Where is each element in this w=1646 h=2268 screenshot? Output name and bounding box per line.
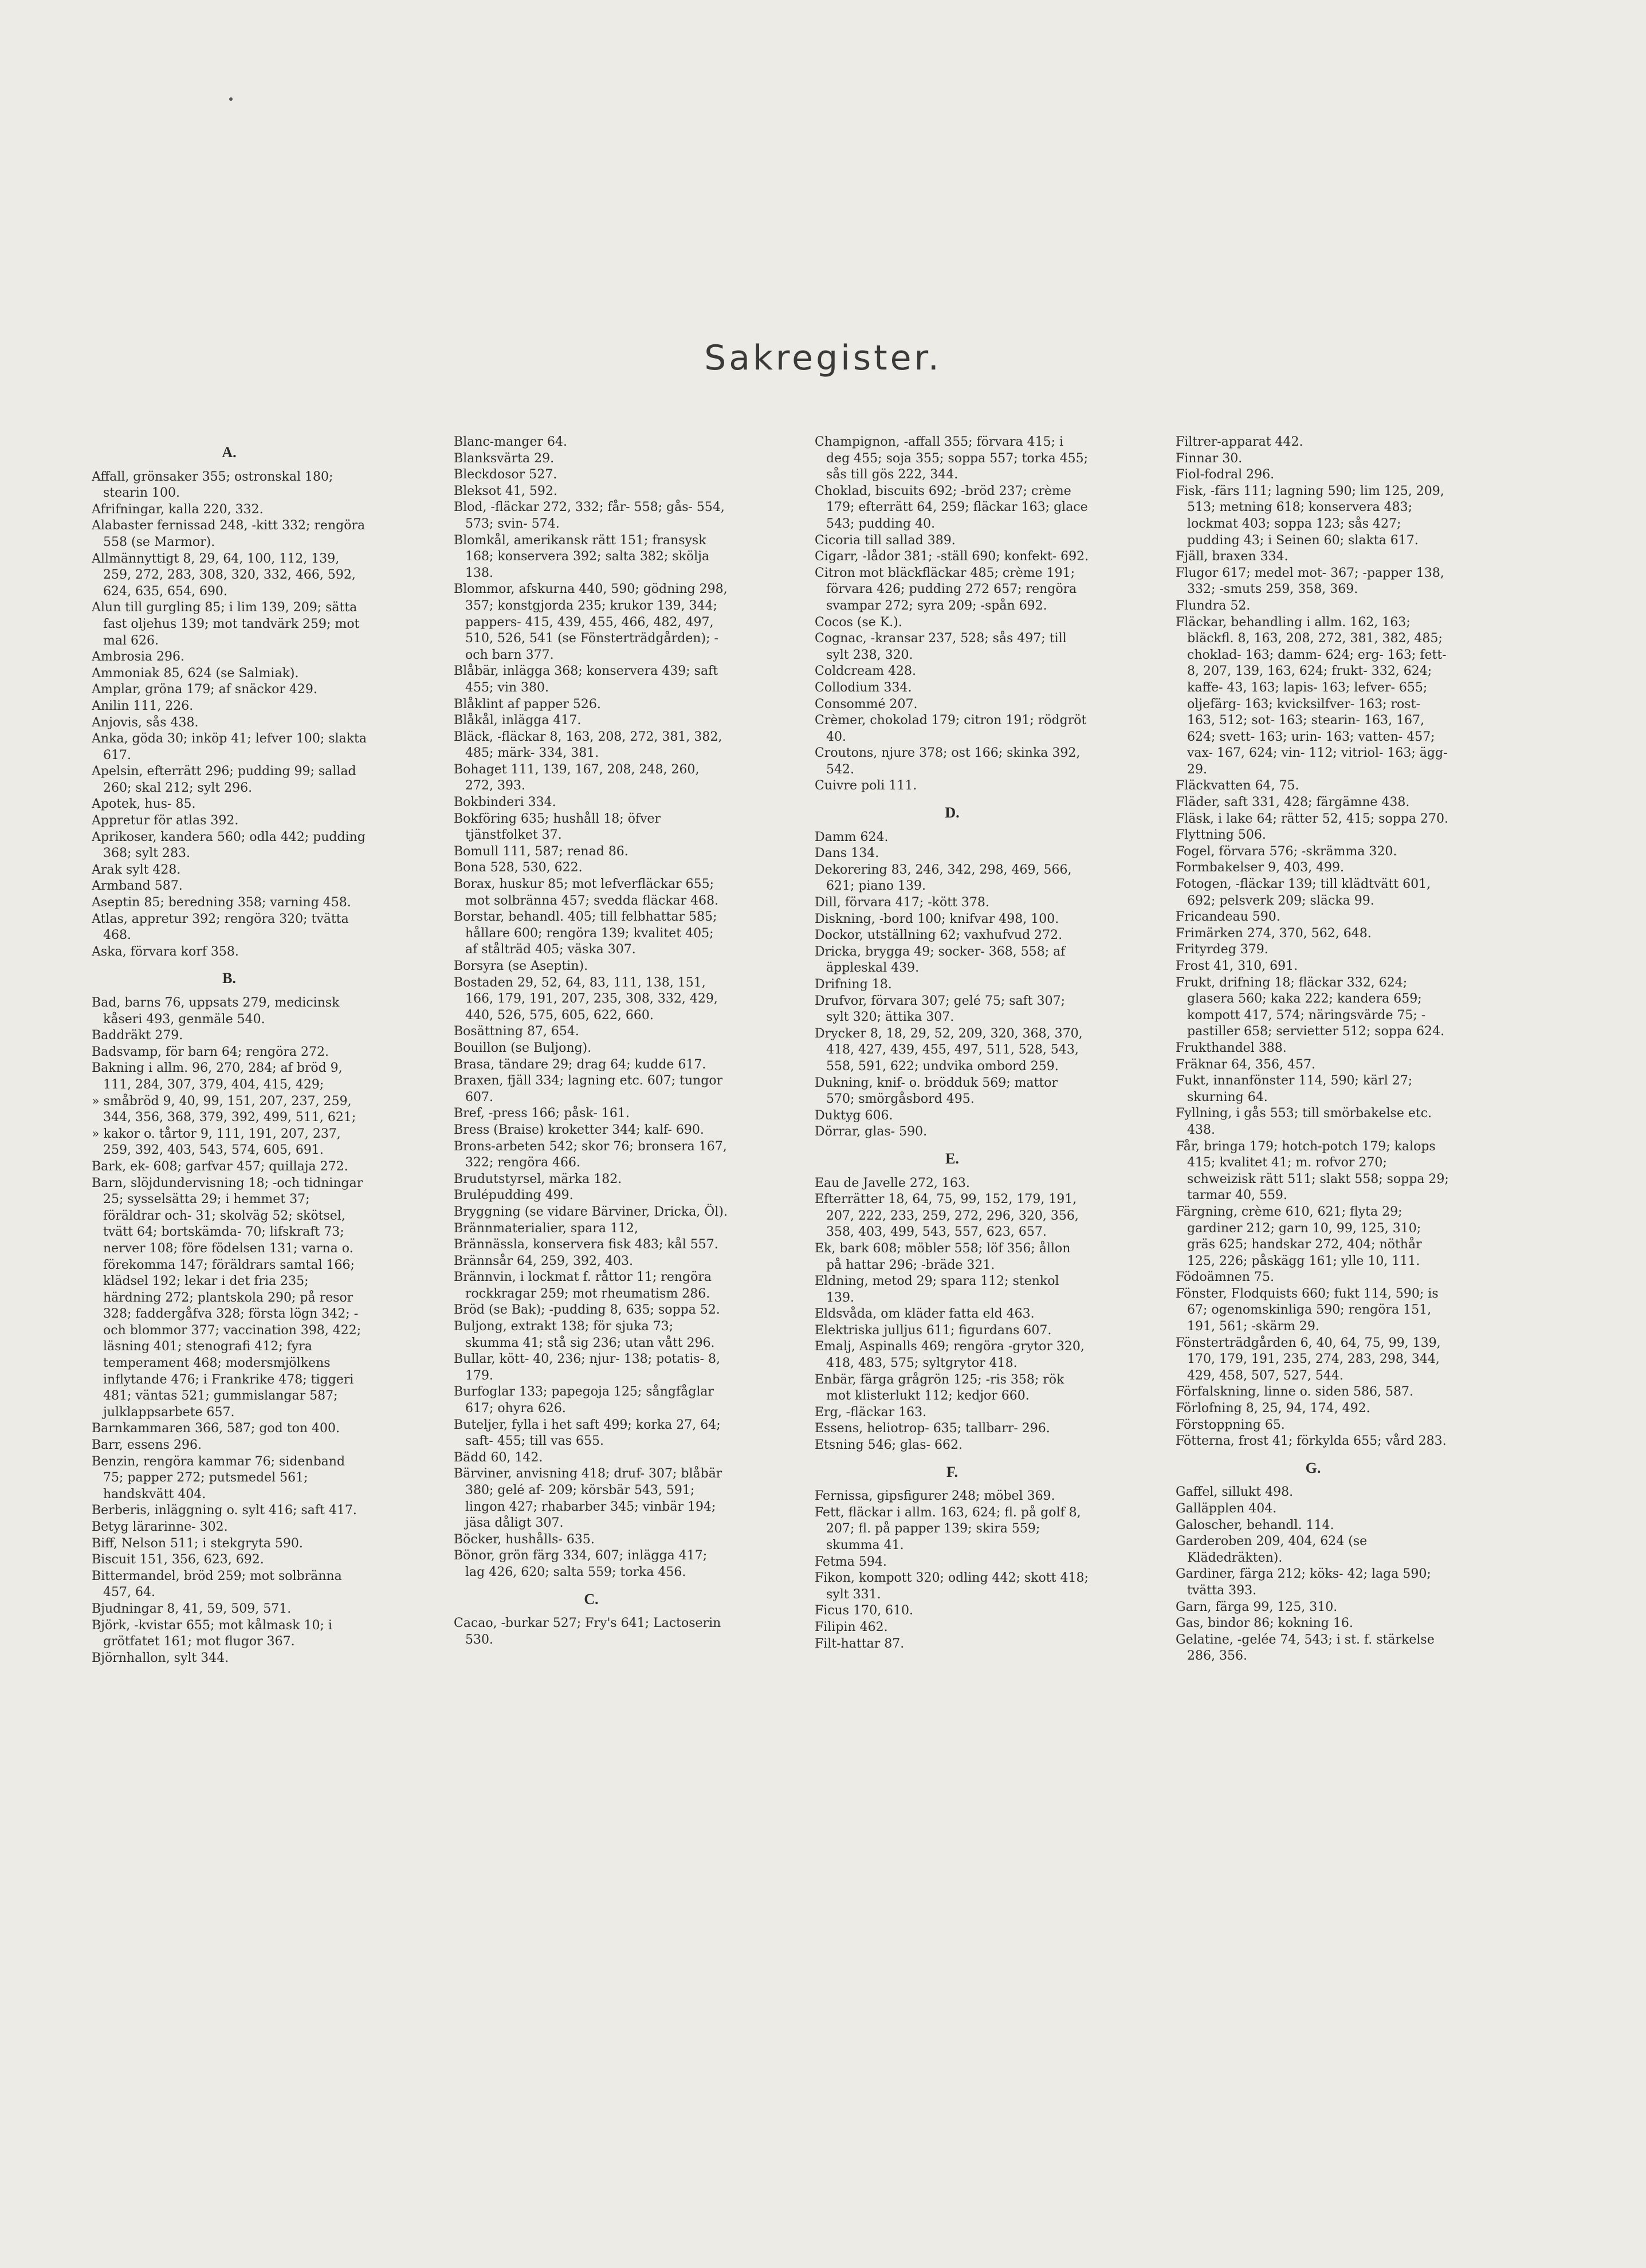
index-entry: Alabaster fernissad 248, -kitt 332; rengöra 558 (se Marmor).	[92, 518, 366, 549]
index-entry: Braxen, fjäll 334; lagning etc. 607; tungor 607.	[454, 1074, 723, 1104]
index-entry: Champignon, -affall 355; förvara 415; i deg 455; soja 355; soppa 557; torka 455; sås till gös 222, 344.	[815, 435, 1089, 482]
index-entry: Bress (Braise) kroketter 344; kalf- 690.	[454, 1122, 704, 1137]
index-entry: Allmännyttigt 8, 29, 64, 100, 112, 139, 259, 272, 283, 308, 320, 332, 466, 592, 624, 635, 654, 690.	[92, 551, 356, 599]
index-entry: Anilin 111, 226.	[92, 698, 194, 713]
index-entry: Frukthandel 388.	[1176, 1040, 1287, 1055]
index-column-2	[454, 434, 729, 1648]
index-entry: Färgning, crème 610, 621; flyta 29; gardiner 212; garn 10, 99, 125, 310; gräs 625; handskar 272, 404; nöthår 125, 226; påskägg 161; ylle 10, 111.	[1176, 1204, 1422, 1268]
index-entry: Fernissa, gipsfigurer 248; möbel 369.	[815, 1489, 1055, 1504]
index-entry: Fetma 594.	[815, 1554, 887, 1569]
index-entry: Atlas, appretur 392; rengöra 320; tvätta 468.	[92, 911, 349, 943]
index-entry: Gas, bindor 86; kokning 16.	[1176, 1616, 1353, 1631]
index-entry: Bakning i allm. 96, 270, 284; af bröd 9, 111, 284, 307, 379, 404, 415, 429;	[92, 1061, 343, 1092]
index-entry: Arak sylt 428.	[92, 862, 181, 877]
index-entry: Bröd (se Bak); -pudding 8, 635; soppa 52.	[454, 1303, 720, 1318]
index-entry: Dans 134.	[815, 846, 879, 861]
index-entry: Cacao, -burkar 527; Fry's 641; Lactoserin 530.	[454, 1616, 721, 1647]
index-entry: Burfoglar 133; papegoja 125; sångfåglar 617; ohyra 626.	[454, 1385, 714, 1416]
index-entry: Eldsvåda, om kläder fatta eld 463.	[815, 1307, 1035, 1322]
index-entry: Barr, essens 296.	[92, 1438, 202, 1453]
index-entry: Brulépudding 499.	[454, 1188, 573, 1203]
index-entry: Fräknar 64, 356, 457.	[1176, 1057, 1315, 1072]
index-entry: Bryggning (se vidare Bärviner, Dricka, Öl).	[454, 1204, 728, 1219]
index-column-4	[1176, 434, 1451, 1665]
index-entry: Gaffel, sillukt 498.	[1176, 1485, 1294, 1500]
index-entry: Ambrosia 296.	[92, 650, 185, 665]
index-entry: Cuivre poli 111.	[815, 779, 917, 793]
index-entry: Brännvin, i lockmat f. råttor 11; rengöra rockkragar 259; mot rheumatism 286.	[454, 1270, 712, 1301]
index-entry: Appretur för atlas 392.	[92, 813, 239, 828]
index-entry: Cognac, -kransar 237, 528; sås 497; till sylt 238, 320.	[815, 631, 1067, 662]
index-entry: Filipin 462.	[815, 1620, 888, 1634]
index-entry: Bosättning 87, 654.	[454, 1024, 579, 1039]
index-entry: Flugor 617; medel mot- 367; -papper 138, 332; -smuts 259, 358, 369.	[1176, 565, 1444, 597]
index-entry: Barnkammaren 366, 587; god ton 400.	[92, 1421, 340, 1436]
index-entry: Får, bringa 179; hotch-potch 179; kalops 415; kvalitet 41; m. rofvor 270; schweizisk rätt 511; slakt 558; soppa 29; tarmar 40, 559.	[1176, 1139, 1449, 1203]
index-entry: Blomkål, amerikansk rätt 151; fransysk 168; konservera 392; salta 382; skölja 138.	[454, 533, 710, 580]
index-entry: Brännmaterialier, spara 112,	[454, 1221, 638, 1236]
index-entry: Fogel, förvara 576; -skrämma 320.	[1176, 844, 1397, 859]
index-entry: Cicoria till sallad 389.	[815, 533, 956, 548]
index-entry: Baddräkt 279.	[92, 1028, 183, 1043]
index-entry: Förlofning 8, 25, 94, 174, 492.	[1176, 1401, 1370, 1416]
index-entry: Cigarr, -lådor 381; -ställ 690; konfekt- 692.	[815, 549, 1089, 564]
index-column-3	[815, 434, 1090, 1652]
index-entry: Buljong, extrakt 138; för sjuka 73; skumma 41; stå sig 236; utan vått 296.	[454, 1319, 715, 1350]
index-entry: Bleksot 41, 592.	[454, 484, 557, 498]
index-entry: Fönster, Flodquists 660; fukt 114, 590; is 67; ogenomskinliga 590; rengöra 151, 191, 561; -skärm 29.	[1176, 1286, 1439, 1334]
index-entry: Fläder, saft 331, 428; färgämne 438.	[1176, 795, 1410, 810]
index-entry: Garn, färga 99, 125, 310.	[1176, 1599, 1338, 1614]
index-entry: Cocos (se K.).	[815, 615, 902, 630]
index-entry: Dill, förvara 417; -kött 378.	[815, 895, 989, 910]
index-entry: Bullar, kött- 40, 236; njur- 138; potatis- 8, 179.	[454, 1352, 721, 1383]
index-entry: Fiol-fodral 296.	[1176, 467, 1275, 482]
index-entry: Elektriska julljus 611; figurdans 607.	[815, 1323, 1052, 1338]
index-entry: Bokföring 635; hushåll 18; öfver tjänstfolket 37.	[454, 811, 661, 843]
index-entry: Bohaget 111, 139, 167, 208, 248, 260, 272, 393.	[454, 762, 700, 793]
index-entry: Brasa, tändare 29; drag 64; kudde 617.	[454, 1057, 706, 1072]
index-entry: Blåklint af papper 526.	[454, 697, 601, 712]
index-entry: Garderoben 209, 404, 624 (se Klädedräkten).	[1176, 1534, 1368, 1565]
index-entry: Brännässla, konservera fisk 483; kål 557.	[454, 1237, 718, 1252]
index-entry: Bona 528, 530, 622.	[454, 860, 583, 875]
index-entry: Enbär, färga grågrön 125; -ris 358; rök mot klisterlukt 112; kedjor 660.	[815, 1372, 1064, 1404]
index-entry: Bönor, grön färg 334, 607; inlägga 417; lag 426, 620; salta 559; torka 456.	[454, 1548, 708, 1579]
index-entry: Dörrar, glas- 590.	[815, 1125, 928, 1139]
index-entry: Frityrdeg 379.	[1176, 942, 1268, 957]
index-entry: Bärviner, anvisning 418; druf- 307; blåbär 380; gelé af- 209; körsbär 543, 591; lingon 427; rhabarber 345; vinbär 194; jäsa dåligt 307.	[454, 1467, 722, 1531]
index-entry: Barn, slöjdundervisning 18; -och tidningar 25; sysselsätta 29; i hemmet 37; föräldrar och- 31; skolväg 52; skötsel, tvätt 64; bortskämda- 70; lifskraft 73; nerver 108; före födelsen 131; varna o. förekomma 147; föräldrars samtal 166; klädsel 192; lekar i det fria 235; härdning 272; plantskola 290; på resor 328; faddergåfva 328; första lögn 342; -och blommor 377; vaccination 398, 422; läsning 401; stenografi 412; fyra temperament 468; modersmjölkens inflytande 476; i Frankrike 478; tiggeri 481; väntas 521; gummislangar 587; julklappsarbete 657.	[92, 1176, 363, 1420]
index-entry: Efterrätter 18, 64, 75, 99, 152, 179, 191, 207, 222, 233, 259, 272, 296, 320, 356, 358, 403, 499, 543, 557, 623, 657.	[815, 1192, 1079, 1240]
index-entry: Bjudningar 8, 41, 59, 509, 571.	[92, 1601, 292, 1616]
index-entry: Consommé 207.	[815, 697, 918, 712]
letter-heading: B.	[222, 970, 236, 987]
index-entry: Borsyra (se Aseptin).	[454, 959, 588, 973]
index-entry: Bad, barns 76, uppsats 279, medicinsk kåseri 493, genmäle 540.	[92, 996, 340, 1027]
index-column-1	[92, 434, 367, 1666]
index-entry: Aprikoser, kandera 560; odla 442; pudding 368; sylt 283.	[92, 830, 366, 861]
index-entry: Filt-hattar 87.	[815, 1636, 905, 1651]
index-entry: Fukt, innanfönster 114, 590; kärl 27; skurning 64.	[1176, 1074, 1413, 1104]
index-entry: Drycker 8, 18, 29, 52, 209, 320, 368, 370, 418, 427, 439, 455, 497, 511, 528, 543, 558, 591, 622; undvika ombord 259.	[815, 1026, 1083, 1074]
index-entry: Bleckdosor 527.	[454, 467, 557, 482]
index-entry: Damm 624.	[815, 830, 889, 844]
index-entry: Dekorering 83, 246, 342, 298, 469, 566, 621; piano 139.	[815, 862, 1072, 894]
index-entry: Etsning 546; glas- 662.	[815, 1438, 963, 1453]
index-entry: Bostaden 29, 52, 64, 83, 111, 138, 151, 166, 179, 191, 207, 235, 308, 332, 429, 440, 526, 575, 605, 622, 660.	[454, 975, 718, 1023]
index-entry: » kakor o. tårtor 9, 111, 191, 207, 237, 259, 392, 403, 543, 574, 605, 691.	[92, 1126, 341, 1158]
index-entry: Dukning, knif- o. brödduk 569; mattor 570; smörgåsbord 495.	[815, 1075, 1058, 1107]
index-entry: Affall, grönsaker 355; ostronskal 180; stearin 100.	[92, 469, 333, 501]
index-entry: Flyttning 506.	[1176, 828, 1266, 843]
index-entry: Fläsk, i lake 64; rätter 52, 415; soppa 270.	[1176, 811, 1448, 826]
index-entry: Blommor, afskurna 440, 590; gödning 298, 357; konstgjorda 235; krukor 139, 344; pappers- 415, 439, 455, 466, 482, 497, 510, 526, 541 (se Fönsterträdgården); -och barn 377.	[454, 582, 728, 662]
index-entry: Afrifningar, kalla 220, 332.	[92, 502, 264, 517]
index-entry: Gardiner, färga 212; köks- 42; laga 590; tvätta 393.	[1176, 1567, 1431, 1598]
index-entry: Anka, göda 30; inköp 41; lefver 100; slakta 617.	[92, 732, 367, 762]
index-entry: Apelsin, efterrätt 296; pudding 99; sallad 260; skal 212; sylt 296.	[92, 764, 356, 795]
index-entry: Blanksvärta 29.	[454, 451, 555, 466]
index-entry: Eau de Javelle 272, 163.	[815, 1176, 970, 1190]
index-entry: Emalj, Aspinalls 469; rengöra -grytor 320, 418, 483, 575; syltgrytor 418.	[815, 1339, 1085, 1371]
index-entry: Formbakelser 9, 403, 499.	[1176, 860, 1345, 875]
index-entry: Bläck, -fläckar 8, 163, 208, 272, 381, 382, 485; märk- 334, 381.	[454, 729, 722, 761]
letter-heading: G.	[1305, 1459, 1321, 1476]
index-entry: Dricka, brygga 49; socker- 368, 558; af äppleskal 439.	[815, 944, 1066, 976]
letter-heading: D.	[945, 804, 960, 821]
index-entry: Böcker, hushålls- 635.	[454, 1532, 595, 1547]
index-entry: Citron mot bläckfläckar 485; crème 191; förvara 426; pudding 272 657; rengöra svampar 272; syra 209; -spån 692.	[815, 565, 1077, 613]
index-entry: Blod, -fläckar 272, 332; får- 558; gås- 554, 573; svin- 574.	[454, 500, 725, 531]
index-entry: Bomull 111, 587; renad 86.	[454, 844, 628, 859]
index-entry: Dockor, utställning 62; vaxhufvud 272.	[815, 928, 1063, 943]
index-entry: Björnhallon, sylt 344.	[92, 1650, 229, 1665]
index-entry: Fyllning, i gås 553; till smörbakelse etc. 438.	[1176, 1106, 1432, 1137]
index-entry: Fisk, -färs 111; lagning 590; lim 125, 209, 513; metning 618; konservera 483; lockmat 403; soppa 123; sås 427; pudding 43; i Seinen 60; slakta 617.	[1176, 484, 1444, 548]
index-entry: Berberis, inläggning o. sylt 416; saft 417.	[92, 1503, 357, 1518]
index-entry: Ammoniak 85, 624 (se Salmiak).	[92, 666, 299, 681]
index-entry: Flundra 52.	[1176, 598, 1251, 613]
index-entry: Bark, ek- 608; garfvar 457; quillaja 272.	[92, 1159, 348, 1174]
index-entry: Finnar 30.	[1176, 451, 1243, 466]
index-entry: Brännsår 64, 259, 392, 403.	[454, 1253, 633, 1268]
index-entry: Erg, -fläckar 163.	[815, 1405, 927, 1420]
index-entry: Borstar, behandl. 405; till felbhattar 585; hållare 600; rengöra 139; kvalitet 405; af stålträd 405; väska 307.	[454, 910, 717, 957]
index-entry: Blanc-manger 64.	[454, 435, 567, 449]
index-entry: Bouillon (se Buljong).	[454, 1040, 592, 1055]
index-entry: Duktyg 606.	[815, 1108, 893, 1123]
index-entry: Brudutstyrsel, märka 182.	[454, 1172, 622, 1186]
index-entry: Fotogen, -fläckar 139; till klädtvätt 601, 692; pelsverk 209; släcka 99.	[1176, 877, 1431, 908]
letter-heading: F.	[946, 1463, 958, 1480]
index-entry: Drifning 18.	[815, 977, 892, 992]
index-entry: Fötterna, frost 41; förkylda 655; vård 283.	[1176, 1434, 1447, 1449]
index-entry: Förstoppning 65.	[1176, 1417, 1285, 1432]
index-entry: Drufvor, förvara 307; gelé 75; saft 307; sylt 320; ättika 307.	[815, 993, 1066, 1025]
index-entry: Benzin, rengöra kammar 76; sidenband 75; papper 272; putsmedel 561; handskvätt 404.	[92, 1454, 345, 1501]
index-entry: Ek, bark 608; möbler 558; löf 356; ållon på hattar 296; -bräde 321.	[815, 1241, 1071, 1272]
letter-heading: A.	[222, 444, 237, 461]
index-entry: Anjovis, sås 438.	[92, 715, 199, 730]
index-entry: Aska, förvara korf 358.	[92, 944, 239, 959]
index-entry: Brons-arbeten 542; skor 76; bronsera 167, 322; rengöra 466.	[454, 1139, 727, 1170]
index-entry: Biff, Nelson 511; i stekgryta 590.	[92, 1536, 303, 1551]
index-entry: Blåbär, inlägga 368; konservera 439; saft 455; vin 380.	[454, 664, 718, 695]
paper-speck	[229, 97, 233, 101]
index-entry: Amplar, gröna 179; af snäckor 429.	[92, 682, 317, 697]
index-entry: Aseptin 85; beredning 358; varning 458.	[92, 895, 351, 910]
index-entry: Björk, -kvistar 655; mot kålmask 10; i grötfatet 161; mot flugor 367.	[92, 1618, 332, 1649]
index-entry: Bädd 60, 142.	[454, 1450, 543, 1465]
index-entry: Croutons, njure 378; ost 166; skinka 392, 542.	[815, 746, 1081, 777]
index-entry: Fönsterträdgården 6, 40, 64, 75, 99, 139, 170, 179, 191, 235, 274, 283, 298, 344, 429, 458, 507, 527, 544.	[1176, 1335, 1441, 1383]
index-entry: Fikon, kompott 320; odling 442; skott 418; sylt 331.	[815, 1571, 1089, 1602]
page-title: Sakregister.	[704, 338, 942, 378]
index-entry: Blåkål, inlägga 417.	[454, 713, 582, 728]
index-entry: Eldning, metod 29; spara 112; stenkol 139.	[815, 1274, 1059, 1305]
index-entry: Fläckvatten 64, 75.	[1176, 779, 1299, 793]
index-entry: Coldcream 428.	[815, 664, 917, 679]
index-entry: Frost 41, 310, 691.	[1176, 959, 1298, 973]
index-entry: Fjäll, braxen 334.	[1176, 549, 1288, 564]
index-entry: Choklad, biscuits 692; -bröd 237; crème 179; efterrätt 64, 259; fläckar 163; glace 543; pudding 40.	[815, 484, 1088, 531]
index-entry: Bittermandel, bröd 259; mot solbränna 457, 64.	[92, 1569, 342, 1600]
index-entry: Filtrer-apparat 442.	[1176, 435, 1303, 449]
index-entry: Gelatine, -gelée 74, 543; i st. f. stärkelse 286, 356.	[1176, 1632, 1435, 1664]
index-entry: » småbröd 9, 40, 99, 151, 207, 237, 259, 344, 356, 368, 379, 392, 499, 511, 621;	[92, 1094, 356, 1125]
index-entry: Fläckar, behandling i allm. 162, 163; bläckfl. 8, 163, 208, 272, 381, 382, 485; choklad- 163; damm- 624; erg- 163; fett- 8, 207, 139, 163, 624; frukt- 332, 624; kaffe- 43, 163; lapis- 163; lefver- 655; oljefärg- 163; kvicksilfver- 163; rost- 163, 512; sot- 163; stearin- 163, 167, 624; svett- 163; urin- 163; vatten- 457; vax- 167, 624; vin- 112; vitriol- 163; ägg- 29.	[1176, 615, 1448, 777]
index-entry: Apotek, hus- 85.	[92, 797, 196, 812]
index-entry: Ficus 170, 610.	[815, 1603, 914, 1618]
index-entry: Badsvamp, för barn 64; rengöra 272.	[92, 1044, 329, 1059]
index-entry: Biscuit 151, 356, 623, 692.	[92, 1552, 264, 1567]
index-entry: Borax, huskur 85; mot lefverfläckar 655; mot solbränna 457; svedda fläckar 468.	[454, 877, 719, 908]
index-entry: Förfalskning, linne o. siden 586, 587.	[1176, 1385, 1414, 1400]
letter-heading: E.	[945, 1150, 959, 1167]
index-entry: Essens, heliotrop- 635; tallbarr- 296.	[815, 1421, 1050, 1436]
index-entry: Betyg lärarinne- 302.	[92, 1520, 228, 1534]
index-entry: Armband 587.	[92, 879, 183, 894]
index-entry: Födoämnen 75.	[1176, 1270, 1274, 1285]
index-entry: Fett, fläckar i allm. 163, 624; fl. på golf 8, 207; fl. på papper 139; skira 559; skumma 41.	[815, 1505, 1081, 1552]
index-entry: Crèmer, chokolad 179; citron 191; rödgröt 40.	[815, 713, 1087, 744]
index-entry: Alun till gurgling 85; i lim 139, 209; sätta fast oljehus 139; mot tandvärk 259; mot mal 626.	[92, 600, 360, 648]
index-entry: Frukt, drifning 18; fläckar 332, 624; glasera 560; kaka 222; kandera 659; kompott 417, 574; näringsvärde 75; -pastiller 658; servietter 512; soppa 624.	[1176, 975, 1445, 1039]
letter-heading: C.	[584, 1590, 599, 1607]
index-entry: Galoscher, behandl. 114.	[1176, 1518, 1334, 1532]
index-entry: Fricandeau 590.	[1176, 910, 1280, 925]
index-entry: Diskning, -bord 100; knifvar 498, 100.	[815, 911, 1059, 926]
index-entry: Galläpplen 404.	[1176, 1501, 1277, 1516]
index-entry: Buteljer, fylla i het saft 499; korka 27, 64; saft- 455; till vas 655.	[454, 1417, 721, 1449]
index-entry: Bokbinderi 334.	[454, 795, 556, 810]
index-entry: Bref, -press 166; påsk- 161.	[454, 1106, 630, 1121]
index-entry: Frimärken 274, 370, 562, 648.	[1176, 926, 1372, 941]
index-entry: Collodium 334.	[815, 680, 912, 695]
